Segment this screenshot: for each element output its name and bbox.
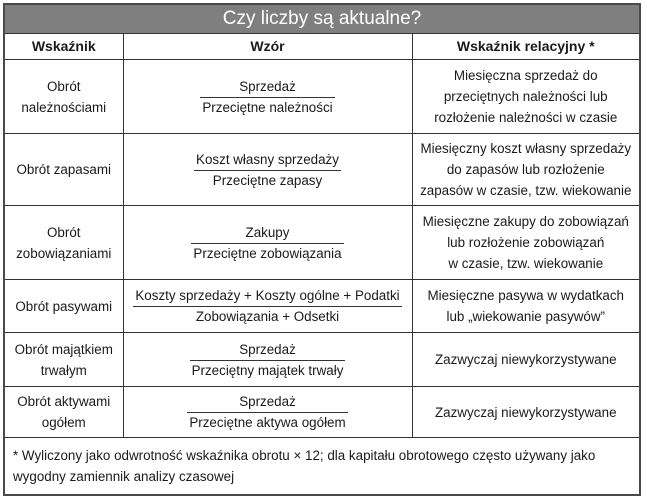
table-row (5, 134, 639, 206)
relational-cell: Zazwyczaj niewykorzystywane (412, 387, 639, 438)
indicator-cell: Obrót majątkiem trwałym (5, 333, 123, 387)
fraction (187, 392, 347, 433)
formula-cell (123, 206, 412, 280)
fraction (194, 150, 341, 191)
table-row (5, 206, 639, 280)
relational-cell: Miesięczne pasywa w wydatkach lub „wiekowanie pasywów” (412, 280, 639, 333)
footnote-row (5, 438, 639, 495)
header-row (5, 34, 639, 60)
table-row (5, 333, 639, 387)
relational-cell: Zazwyczaj niewykorzystywane (412, 333, 639, 387)
denominator: Przeciętny majątek trwały (191, 362, 344, 378)
ratio-table (5, 33, 639, 494)
indicator-cell: Obrót zobowiązaniami (5, 206, 123, 280)
formula-cell (123, 60, 412, 134)
indicator-cell: Obrót zapasami (5, 134, 123, 206)
numerator: Sprzedaż (190, 340, 346, 361)
indicator-cell: Obrót aktywami ogółem (5, 387, 123, 438)
relational-cell: Miesięczna sprzedaż do przeciętnych należności lub rozłożenie należności w czasie (412, 60, 639, 134)
formula-cell (123, 134, 412, 206)
table-title: Czy liczby są aktualne? (5, 5, 639, 33)
formula-cell (123, 280, 412, 333)
fraction (200, 77, 334, 118)
denominator: Zobowiązania + Odsetki (195, 309, 340, 324)
denominator: Przeciętne zapasy (212, 172, 323, 188)
table-row (5, 280, 639, 333)
header-formula: Wzór (123, 34, 412, 60)
numerator: Sprzedaż (200, 77, 334, 98)
relational-cell: Miesięczny koszt własny sprzedaży do zapasów lub rozłożenie zapasów w czasie, tzw. wiekowanie (412, 134, 639, 206)
fraction (133, 286, 401, 327)
footnote: * Wyliczony jako odwrotność wskaźnika obrotu × 12; dla kapitału obrotowego często używany jako wygodny zamiennik analizy czasowej (5, 438, 639, 495)
denominator: Przeciętne aktywa ogółem (189, 415, 346, 430)
fraction (191, 223, 343, 264)
ratio-table-frame (3, 3, 641, 496)
denominator: Przeciętne zobowiązania (193, 245, 342, 261)
numerator: Zakupy (191, 223, 343, 244)
indicator-cell: Obrót należnościami (5, 60, 123, 134)
fraction (190, 340, 346, 381)
relational-cell: Miesięczne zakupy do zobowiązań lub rozłożenie zobowiązań w czasie, tzw. wiekowanie (412, 206, 639, 280)
numerator: Koszty sprzedaży + Koszty ogólne + Podatki (133, 286, 401, 307)
header-relational: Wskaźnik relacyjny * (412, 34, 639, 60)
denominator: Przeciętne należności (202, 99, 333, 115)
numerator: Sprzedaż (187, 392, 347, 413)
indicator-cell: Obrót pasywami (5, 280, 123, 333)
table-row (5, 60, 639, 134)
formula-cell (123, 387, 412, 438)
numerator: Koszt własny sprzedaży (194, 150, 341, 171)
header-indicator: Wskaźnik (5, 34, 123, 60)
formula-cell (123, 333, 412, 387)
table-row (5, 387, 639, 438)
